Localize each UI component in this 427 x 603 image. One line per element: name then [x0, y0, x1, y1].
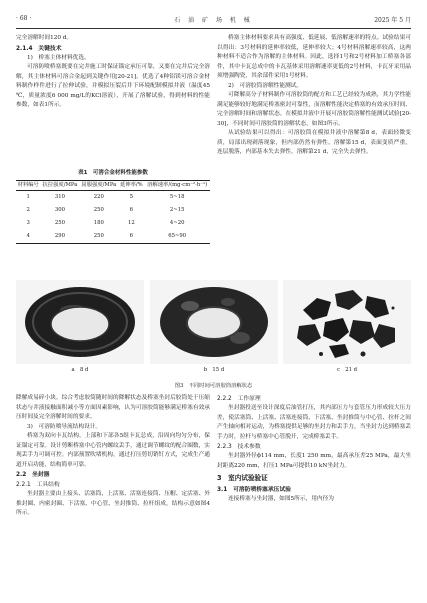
table-header-cell: 抗拉强度/MPa: [40, 181, 79, 191]
table-cell: 250: [54, 220, 65, 226]
subsection-heading: 3) 可溶防喷导流结构设计。: [27, 423, 102, 430]
table-cell: 250: [79, 230, 118, 244]
figure-3c-label: c 21 d: [336, 367, 358, 373]
table-header-cell: 材料编号: [16, 181, 40, 191]
table-row: [16, 204, 210, 217]
table-row: [16, 230, 210, 244]
table-row: [16, 217, 210, 230]
paragraph: 坐封器主要由上接头、活塞筒、上活塞、活塞连接筒、压帽、定活塞、外推封圈、内密封圈、下活塞、中心管、坐封推筒、拉杆组成，结构示意如图4所示。: [16, 491, 210, 516]
table-cell: 4~20: [169, 220, 185, 226]
table-cell: 180: [93, 220, 104, 226]
paragraph: 降解成易碎小块。综合考虑胶筒随时间的降解状态及桥塞坐封后胶筒处于压缩状态与井液接触面积减小等方面因素影响，认为可溶胶筒能够满足桥塞有效承压时间及完全溶解时间的要求。: [16, 395, 210, 420]
figure-3a: [16, 280, 144, 372]
rubber-ring-15d-image: [150, 280, 278, 364]
section-heading-2-2-1: 2.2.1 工具结构: [16, 482, 60, 488]
table-cell: 6: [118, 230, 144, 244]
table-cell: 220: [93, 194, 104, 200]
journal-title: 石 油 矿 场 机 械: [174, 17, 253, 24]
figure-3: [16, 280, 411, 380]
table-row: [16, 191, 210, 205]
left-column-top: [16, 34, 210, 111]
header-rule: [16, 28, 411, 29]
figure-3b: [150, 280, 278, 372]
paragraph: 从试验结果可以得出：可溶胶筒在模拟井液中溶解第8 d，表面轻微变质，局部出现剥落现象，但内部仍然有弹性。溶解第15 d，表面变质严重，连层脱落，内部基本失去弹性。溶解第21 d，完全失去弹性。: [217, 130, 411, 155]
table-cell: 6: [129, 207, 134, 213]
paragraph: 桥塞主体材料要求具有高强度、低延展、低溶解速率的特点。试验结果可以得出：3号材料的延伸率较低，延伸率较大；4号材料溶解速率较高，这两种材料不适合作为溶解的主体材料。因此，选择1号和2号材料加工桥塞各部件，其中卡瓦总成中的卡瓦基体采用溶解速率更低的2号材料，卡瓦牙采用晶须增强陶瓷，其余部件采用1号材料。: [217, 35, 411, 79]
section-heading-2-2: 2.2 坐封器: [16, 472, 50, 478]
paragraph: 坐封器外径ϕ114 mm，长度1 250 mm，最高承压差25 MPa，最大坐封距离220 mm，打压1 MPa可提供10 kN坐封力。: [217, 453, 411, 469]
table-cell: 5~18: [169, 194, 185, 200]
page-header: [16, 15, 411, 25]
rubber-ring-8d-image: [16, 280, 144, 364]
table-caption: 表1 可溶合金材料性能参数: [78, 170, 148, 176]
figure-caption: 图3 不同时间可溶胶筒溶解状态: [174, 383, 253, 389]
issue-date: 2025 年 5 月: [374, 17, 411, 24]
section-heading-2-2-2: 2.2.2 工作原理: [217, 396, 261, 402]
table-cell: 2~15: [169, 207, 185, 213]
section-heading-2-2-3: 2.2.3 技术参数: [217, 444, 261, 450]
table-cell: 2: [26, 207, 30, 213]
table-header-cell: 溶解速率/(mg·cm⁻²·h⁻¹): [144, 181, 210, 191]
rubber-fragments-21d-image: [283, 280, 411, 364]
left-column-bottom: [16, 394, 210, 519]
materials-table: [16, 180, 210, 244]
table-cell: 310: [54, 194, 65, 200]
table-cell: 300: [54, 207, 65, 213]
table-cell: 1: [26, 194, 30, 200]
figure-3a-label: a 8 d: [71, 367, 89, 373]
paragraph: 连接桥塞与坐封器，如图5所示，用内径为: [228, 496, 334, 502]
paragraph: 可溶防喷桥塞既要在完井施工时保证锚定承压可靠，又要在完井后完全溶解，其主体材料可溶合金起到关键作用[20-21]。优选了4种铝镁可溶合金材料制作样件进行了拉伸试验，并模拟压裂后井下环境配制模拟井液（温度45 ℃，质量浓度6 000 mg/L的KCl溶液），开展了溶解试验，得到材料的性能参数，如表1所示。: [16, 64, 210, 108]
table-header-cell: 屈服强度/MPa: [79, 181, 118, 191]
section-heading-3: 3 室内试验验证: [217, 474, 268, 482]
right-column-bottom: [217, 394, 411, 505]
paragraph: 桥塞为双向卡瓦结构，上部和下部各5组卡瓦总成，沿周向均匀分布，保证锚定可靠。设计剪断桥塞中心管内螺纹丢手，通过调节螺纹的配合圈数，实现丢手力可调可控。内部预置吹堵机构，通过打压剪切销钉方式，完成生产通道开启功能，结构简单可靠。: [16, 433, 210, 468]
section-heading-2-1-4: 2.1.4 关键技术: [16, 45, 62, 52]
table-cell: 12: [127, 220, 135, 226]
table-cell: 4: [16, 230, 40, 244]
paragraph: 完全溶解时间120 d。: [16, 35, 73, 41]
paragraph: 可降解高分子材料制作可溶胶筒的配方和工艺已经较为成熟，其力学性能满足能够较好地满足桥塞密封可靠性，而溶解性能决定桥塞的有效承压时间、完全溶解时间和溶解状态。在模拟井液中开展可溶胶筒溶解性能测试试验[20-30]，不同时间可溶胶筒的溶解状态，如图3所示。: [217, 92, 411, 127]
right-column-top: [217, 34, 411, 158]
subsection-heading: 1) 桥塞主体材料优选。: [27, 54, 90, 61]
table-cell: 290: [40, 230, 79, 244]
page-number: · 68 ·: [16, 15, 32, 22]
subsection-heading: 2) 可溶胶筒溶解性能测试。: [228, 82, 303, 89]
table-cell: 5: [129, 194, 134, 200]
table-cell: 250: [93, 207, 104, 213]
table-cell: 3: [26, 220, 30, 226]
section-heading-3-1: 3.1 可溶防喷桥塞承压试验: [217, 487, 292, 493]
figure-3b-label: b 15 d: [203, 367, 225, 373]
table-header-cell: 延伸率/%: [118, 181, 144, 191]
figure-3c: [283, 280, 411, 372]
table-cell: 65~90: [144, 230, 210, 244]
paragraph: 坐封器投送至设计深度后油管打压，其内部压力与套管压力形成较大压力差，使活塞筒、上活塞、活塞连接筒、下活塞、坐封推筒与中心管、拉杆之间产生轴向相对运动，为桥塞提供足够的坐封力和丢手力，当坐封力达到桥塞丢手力时，拉杆与桥塞中心管脱开，完成桥塞丢手。: [217, 405, 411, 440]
